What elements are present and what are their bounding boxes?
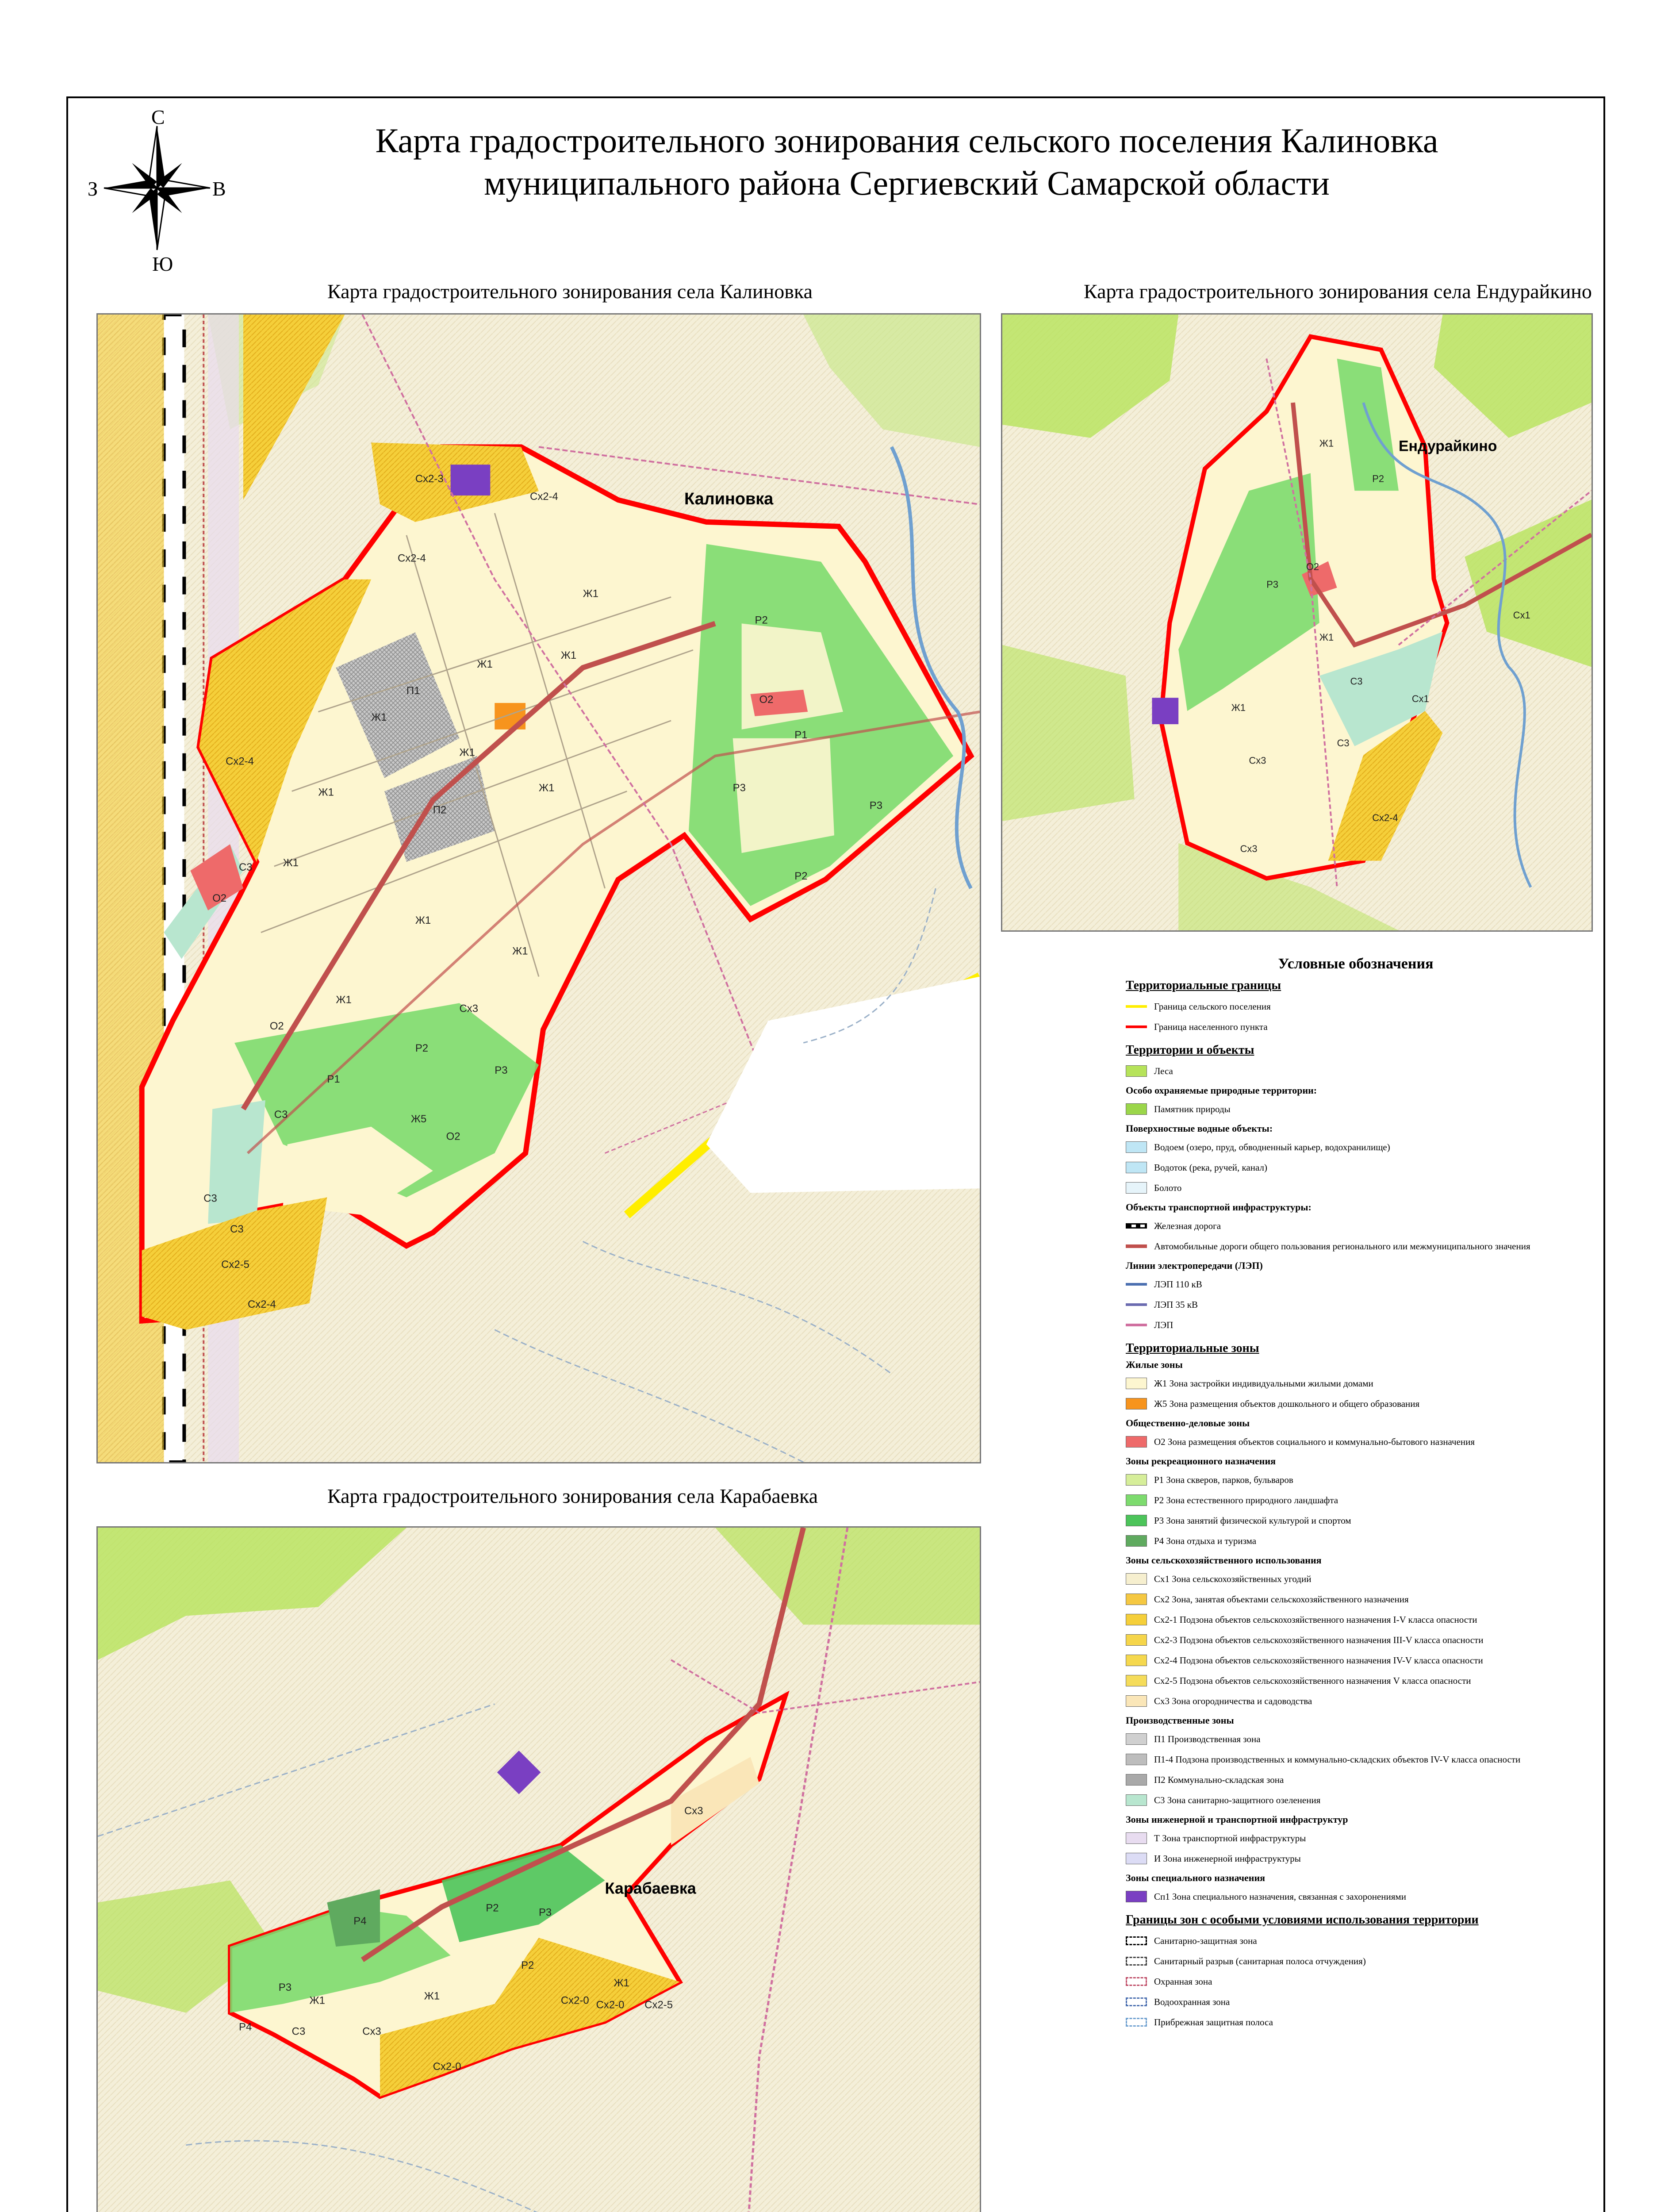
zone-label: Р4: [239, 2021, 252, 2033]
legend-swatch-icon: [1126, 1182, 1147, 1194]
zone-label: Ж1: [283, 857, 299, 869]
zone-label: Р3: [869, 799, 883, 812]
legend-item-label: П1-4 Подзона производственных и коммунально-складских объектов IV-V класса опасности: [1154, 1754, 1521, 1765]
zone-label: Р3: [1266, 579, 1279, 590]
legend-swatch-icon: [1126, 1005, 1147, 1008]
legend-item-label: Граница сельского поселения: [1154, 1001, 1271, 1012]
legend-subheading: Жилые зоны: [1126, 1359, 1183, 1370]
legend-item: [1126, 1394, 1586, 1414]
zone-label: Сх2-4: [247, 1298, 276, 1310]
legend-swatch-icon: [1126, 1977, 1147, 1986]
legend-item: [1126, 1216, 1586, 1236]
compass-west-label: З: [88, 177, 98, 200]
legend-item-label: Р3 Зона занятий физической культурой и спортом: [1154, 1515, 1351, 1526]
legend-item: [1126, 1790, 1586, 1810]
legend-item: [1126, 1178, 1586, 1198]
legend-item: [1126, 1650, 1586, 1671]
legend-swatch-icon: [1126, 1025, 1147, 1028]
legend-swatch-icon: [1126, 1324, 1147, 1326]
legend-subheading: Общественно-деловые зоны: [1126, 1417, 1250, 1429]
zone-label: Сх2-4: [1372, 812, 1398, 824]
legend-item: [1126, 1373, 1586, 1394]
zone-label: Р2: [486, 1902, 499, 1914]
zone-label: Ж1: [477, 658, 493, 671]
zone-label: Сх3: [362, 2025, 381, 2038]
legend: [1126, 956, 1586, 2032]
legend-item: [1126, 1609, 1586, 1630]
legend-swatch-icon: [1126, 1675, 1147, 1686]
legend-item: [1126, 1630, 1586, 1650]
legend-item: [1126, 1931, 1586, 1951]
legend-item-label: Сх3 Зона огородничества и садоводства: [1154, 1695, 1312, 1706]
zone-label: С3: [230, 1223, 244, 1236]
legend-item: [1126, 1886, 1586, 1907]
legend-item-label: Сх1 Зона сельскохозяйственных угодий: [1154, 1573, 1312, 1584]
zone-label: Сх2-4: [530, 491, 558, 503]
legend-item-label: П1 Производственная зона: [1154, 1733, 1261, 1744]
legend-title: Условные обозначения: [1278, 956, 1434, 972]
legend-swatch-icon: [1126, 1634, 1147, 1646]
legend-item: [1126, 1510, 1586, 1531]
legend-subheading: Производственные зоны: [1126, 1715, 1234, 1726]
legend-item: [1126, 1971, 1586, 1992]
legend-item-label: Сх2-3 Подзона объектов сельскохозяйственного назначения III-V класса опасности: [1154, 1634, 1484, 1645]
zone-label: Ж1: [318, 786, 334, 799]
zone-label: Ж1: [459, 746, 475, 759]
legend-swatch-icon: [1126, 1695, 1147, 1707]
zone-label: С3: [203, 1192, 217, 1205]
legend-item: [1126, 1490, 1586, 1510]
legend-item-label: Граница населенного пункта: [1154, 1021, 1268, 1032]
legend-swatch-icon: [1126, 1573, 1147, 1585]
legend-item: [1126, 1137, 1586, 1157]
legend-item-label: ЛЭП 110 кВ: [1154, 1279, 1202, 1290]
legend-item-label: Ж5 Зона размещения объектов дошкольного и общего образования: [1154, 1398, 1420, 1409]
zone-label: Сх2-5: [644, 1999, 673, 2011]
zone-label: Сх2-3: [415, 473, 444, 485]
legend-item-label: О2 Зона размещения объектов социального и коммунально-бытового назначения: [1154, 1436, 1475, 1447]
zone-label: Сх2-0: [596, 1999, 625, 2011]
legend-item: [1126, 1274, 1586, 1294]
legend-item-label: П2 Коммунально-складская зона: [1154, 1774, 1284, 1785]
zone-label: Р2: [755, 614, 768, 626]
legend-subheading: Зоны инженерной и транспортной инфраструктур: [1126, 1814, 1348, 1825]
legend-item: [1126, 1470, 1586, 1490]
legend-swatch-icon: [1126, 1614, 1147, 1625]
legend-swatch-icon: [1126, 1535, 1147, 1547]
legend-item-label: Санитарно-защитная зона: [1154, 1935, 1257, 1946]
zone-label: Р1: [794, 729, 808, 741]
zone-label: Сх2-0: [433, 2061, 461, 2073]
endurajkino-map-caption: Карта градостроительного зонирования села Ендурайкино: [1084, 280, 1592, 303]
zone-label: Ж1: [1231, 702, 1246, 714]
kalinovka-settlement-label: Калиновка: [684, 489, 774, 509]
compass-rose: [84, 106, 226, 275]
legend-swatch-icon: [1126, 1794, 1147, 1806]
zone-label: С3: [291, 2025, 306, 2038]
zone-label: Ж1: [415, 914, 431, 926]
legend-body: [1126, 979, 1586, 2032]
zone-label: О2: [759, 693, 774, 706]
legend-swatch-icon: [1126, 1494, 1147, 1506]
title-line-2: муниципального района Сергиевский Самарской области: [484, 164, 1330, 202]
legend-swatch-icon: [1126, 1733, 1147, 1745]
legend-swatch-icon: [1126, 1103, 1147, 1115]
legend-item-label: Прибрежная защитная полоса: [1154, 2016, 1273, 2028]
zone-label: Сх2-5: [221, 1259, 249, 1271]
endurajkino-settlement-label: Ендурайкино: [1398, 438, 1497, 455]
legend-swatch-icon: [1126, 1936, 1147, 1945]
zone-label: С3: [239, 861, 253, 874]
legend-swatch-icon: [1126, 1303, 1147, 1306]
legend-item: [1126, 1294, 1586, 1315]
legend-subheading: Зоны рекреационного назначения: [1126, 1455, 1276, 1467]
legend-item: [1126, 1992, 1586, 2012]
zone-label: П2: [433, 804, 447, 816]
legend-item-label: Водоем (озеро, пруд, обводненный карьер, водохранилище): [1154, 1141, 1390, 1152]
compass-north-label: С: [151, 106, 165, 128]
legend-item-label: Железная дорога: [1154, 1220, 1221, 1231]
legend-item-label: ЛЭП: [1154, 1319, 1173, 1330]
legend-item: [1126, 2012, 1586, 2032]
legend-section-heading: Территориальные зоны: [1126, 1341, 1259, 1355]
zone-label: Ж1: [336, 994, 352, 1006]
legend-item-label: Водоохранная зона: [1154, 1996, 1230, 2007]
legend-swatch-icon: [1126, 1065, 1147, 1077]
legend-item-label: Р2 Зона естественного природного ландшафта: [1154, 1494, 1338, 1505]
legend-item: [1126, 1157, 1586, 1178]
legend-swatch-icon: [1126, 1515, 1147, 1526]
legend-item-label: Охранная зона: [1154, 1976, 1212, 1987]
zone-label: Р2: [521, 1959, 534, 1971]
legend-section-heading: Территории и объекты: [1126, 1043, 1254, 1057]
legend-item-label: Болото: [1154, 1182, 1182, 1193]
legend-swatch-icon: [1126, 1655, 1147, 1666]
zone-label: С3: [1350, 676, 1363, 687]
zone-label: О2: [269, 1020, 284, 1033]
legend-item: [1126, 1770, 1586, 1790]
zone-label: Сх1: [1513, 610, 1530, 621]
legend-item-label: И Зона инженерной инфраструктуры: [1154, 1853, 1301, 1864]
compass-star-icon: [84, 106, 226, 265]
endurajkino-map[interactable]: [1001, 313, 1593, 932]
legend-subheading: Объекты транспортной инфраструктуры:: [1126, 1202, 1312, 1213]
zone-label: Сх3: [684, 1805, 703, 1817]
legend-item: [1126, 1569, 1586, 1589]
legend-item-label: Санитарный разрыв (санитарная полоса отчуждения): [1154, 1955, 1366, 1966]
zone-label: Ж1: [309, 1994, 325, 2007]
legend-item: [1126, 1099, 1586, 1119]
legend-swatch-icon: [1126, 1162, 1147, 1173]
kalinovka-map[interactable]: [96, 313, 981, 1463]
legend-item-label: Ж1 Зона застройки индивидуальными жилыми домами: [1154, 1378, 1373, 1389]
zone-label: Р4: [353, 1915, 367, 1928]
legend-swatch-icon: [1126, 1957, 1147, 1966]
zone-label: О2: [212, 892, 227, 904]
legend-swatch-icon: [1126, 1853, 1147, 1864]
zone-label: Р2: [1372, 473, 1384, 484]
legend-item: [1126, 1236, 1586, 1256]
legend-item: [1126, 1017, 1586, 1037]
zone-label: Ж1: [1319, 631, 1334, 643]
legend-swatch-icon: [1126, 1283, 1147, 1286]
legend-subheading: Поверхностные водные объекты:: [1126, 1123, 1273, 1134]
karabaevka-map[interactable]: [96, 1526, 981, 2212]
legend-item: [1126, 1848, 1586, 1869]
legend-item-label: Сх2-5 Подзона объектов сельскохозяйственного назначения V класса опасности: [1154, 1675, 1471, 1686]
zone-label: Сх1: [1411, 693, 1429, 705]
zone-label: С3: [274, 1108, 288, 1121]
legend-subheading: Зоны сельскохозяйственного использования: [1126, 1555, 1322, 1566]
legend-item-label: Т Зона транспортной инфраструктуры: [1154, 1832, 1306, 1843]
zone-label: Ж1: [614, 1977, 629, 1989]
legend-item-label: Сх2-1 Подзона объектов сельскохозяйственного назначения I-V класса опасности: [1154, 1614, 1477, 1625]
legend-item-label: Памятник природы: [1154, 1103, 1231, 1114]
legend-item: [1126, 1432, 1586, 1452]
zone-label: Р3: [278, 1981, 292, 1993]
legend-item-label: Леса: [1154, 1065, 1173, 1076]
kalinovka-map-caption: Карта градостроительного зонирования села Калиновка: [327, 280, 813, 303]
legend-swatch-icon: [1126, 1832, 1147, 1844]
legend-item: [1126, 1828, 1586, 1848]
zone-label: Ж5: [410, 1113, 427, 1125]
zone-label: Сх2-4: [397, 552, 426, 565]
zone-label: Р1: [327, 1073, 340, 1085]
legend-item-label: Сх2 Зона, занятая объектами сельскохозяйственного назначения: [1154, 1594, 1409, 1605]
karabaevka-settlement-label: Карабаевка: [605, 1879, 696, 1897]
zone-label: Сх2-0: [560, 1994, 589, 2007]
legend-section-heading: Территориальные границы: [1126, 979, 1281, 992]
legend-item: [1126, 1749, 1586, 1770]
compass-south-label: Ю: [152, 253, 173, 275]
legend-section-heading: Границы зон с особыми условиями использования территории: [1126, 1913, 1479, 1927]
compass-east-label: В: [212, 177, 226, 200]
title-line-1: Карта градостроительного зонирования сельского поселения Калиновка: [375, 121, 1438, 160]
zone-label: Ж1: [512, 945, 528, 957]
zone-label: Сх3: [459, 1002, 479, 1015]
legend-swatch-icon: [1126, 1774, 1147, 1786]
zone-label: О2: [446, 1130, 460, 1143]
zone-label: Р3: [732, 782, 746, 794]
legend-item: [1126, 1315, 1586, 1335]
legend-item-label: Автомобильные дороги общего пользования регионального или межмуниципального значения: [1154, 1240, 1530, 1252]
zone-label: Сх3: [1249, 755, 1266, 766]
legend-item: [1126, 1691, 1586, 1711]
legend-swatch-icon: [1126, 1436, 1147, 1448]
legend-item-label: С3 Зона санитарно-защитного озеленения: [1154, 1794, 1321, 1805]
legend-swatch-icon: [1126, 1891, 1147, 1902]
karabaevka-map-caption: Карта градостроительного зонирования села Карабаевка: [327, 1485, 818, 1507]
zone-label: Ж1: [539, 782, 555, 794]
legend-item: [1126, 1951, 1586, 1971]
legend-subheading: Зоны специального назначения: [1126, 1872, 1266, 1883]
legend-swatch-icon: [1126, 1594, 1147, 1605]
zone-label: П1: [406, 685, 420, 697]
zone-label: Ж1: [1319, 438, 1334, 449]
zone-label: С3: [1337, 737, 1350, 749]
legend-subheading: Линии электропередачи (ЛЭП): [1126, 1260, 1263, 1271]
legend-item: [1126, 996, 1586, 1017]
legend-item-label: ЛЭП 35 кВ: [1154, 1299, 1198, 1310]
legend-item-label: Р1 Зона скверов, парков, бульваров: [1154, 1474, 1293, 1485]
legend-item: [1126, 1531, 1586, 1551]
legend-item-label: Сп1 Зона специального назначения, связанная с захоронениями: [1154, 1891, 1406, 1902]
zone-label: Р2: [794, 870, 808, 883]
zone-label: Р2: [415, 1042, 429, 1055]
legend-item-label: Водоток (река, ручей, канал): [1154, 1162, 1267, 1173]
zone-label: Ж1: [583, 588, 599, 600]
legend-item: [1126, 1061, 1586, 1081]
zone-label: О2: [1306, 561, 1319, 572]
legend-item: [1126, 1589, 1586, 1609]
legend-swatch-icon: [1126, 1474, 1147, 1486]
legend-item-label: Сх2-4 Подзона объектов сельскохозяйственного назначения IV-V класса опасности: [1154, 1655, 1483, 1666]
legend-subheading: Особо охраняемые природные территории:: [1126, 1085, 1317, 1096]
page-title: [310, 119, 1504, 204]
zone-label: Сх2-4: [226, 755, 254, 768]
legend-item-label: Р4 Зона отдыха и туризма: [1154, 1535, 1257, 1546]
legend-swatch-icon: [1126, 2018, 1147, 2027]
zone-label: Ж1: [424, 1990, 440, 2002]
legend-swatch-icon: [1126, 1754, 1147, 1765]
legend-swatch-icon: [1126, 1378, 1147, 1389]
legend-swatch-icon: [1126, 1997, 1147, 2006]
legend-item: [1126, 1671, 1586, 1691]
legend-item: [1126, 1729, 1586, 1749]
zone-label: Р3: [495, 1064, 508, 1077]
legend-swatch-icon: [1126, 1223, 1147, 1229]
zone-label: Р3: [539, 1906, 552, 1919]
zone-label: Ж1: [560, 649, 577, 662]
zone-label: Сх3: [1240, 843, 1258, 854]
legend-swatch-icon: [1126, 1141, 1147, 1153]
legend-swatch-icon: [1126, 1398, 1147, 1409]
legend-swatch-icon: [1126, 1244, 1147, 1248]
zone-label: Ж1: [371, 711, 387, 723]
